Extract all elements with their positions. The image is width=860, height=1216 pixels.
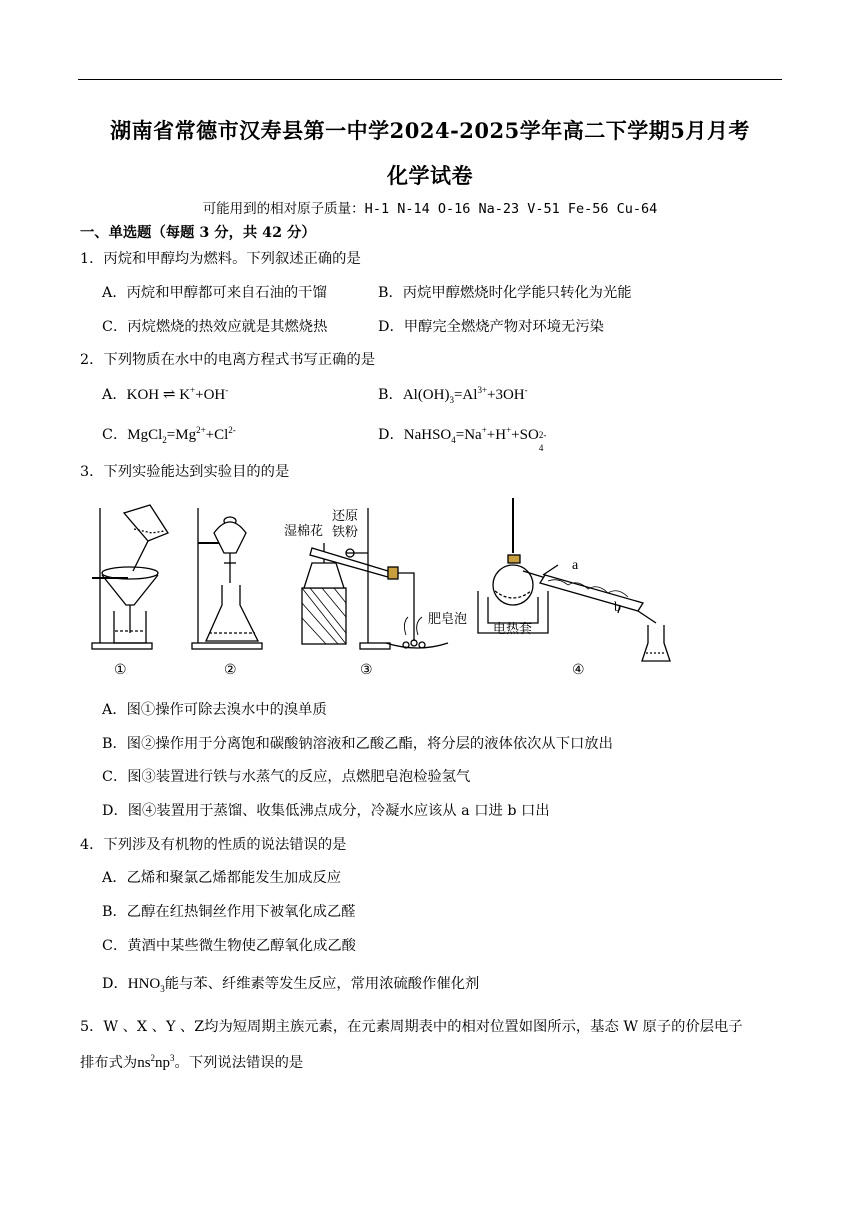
apparatus-1-filtration bbox=[92, 505, 168, 649]
q1-stem: 1．丙烷和甲醇均为燃料。下列叙述正确的是 bbox=[80, 251, 361, 267]
label-a: a bbox=[572, 558, 579, 573]
header-rule bbox=[78, 79, 782, 80]
q3-stem: 3．下列实验能达到实验目的的是 bbox=[80, 464, 290, 480]
apparatus-2-separatory-funnel bbox=[192, 508, 262, 649]
apparatus-3-iron-steam bbox=[302, 508, 448, 649]
q2-stem: 2．下列物质在水中的电离方程式书写正确的是 bbox=[80, 352, 376, 368]
label-heating-mantle: 电热套 bbox=[493, 622, 533, 637]
label-reduced-iron-2: 铁粉 bbox=[332, 525, 359, 540]
q1-option-c: C．丙烷燃烧的热效应就是其燃烧热 bbox=[102, 319, 328, 335]
page-title: 湖南省常德市汉寿县第一中学2024-2025学年高二下学期5月月考 bbox=[110, 118, 750, 143]
q2-option-d: D．NaHSO$_4$=Na++H++SO 2- 4 bbox=[378, 425, 547, 453]
q3-option-d: D．图④装置用于蒸馏、收集低沸点成分，冷凝水应该从 a 口进 b 口出 bbox=[102, 803, 550, 819]
figure-label-4: ④ bbox=[572, 663, 585, 678]
figure-label-3: ③ bbox=[360, 663, 373, 678]
q2-option-c: C．$MgCl_2=Mg^{2+}+Cl^{2-}$ bbox=[102, 425, 236, 445]
q3-option-a: A．图①操作可除去溴水中的溴单质 bbox=[102, 702, 327, 718]
section-heading: 一、单选题（每题 3 分，共 42 分） bbox=[80, 225, 316, 241]
label-reduced-iron-1: 还原 bbox=[332, 509, 359, 524]
q2-option-b: B．$Al(OH)_3=Al^{3+}+3OH^-$ bbox=[378, 385, 528, 405]
q3-apparatus-figure bbox=[88, 493, 688, 683]
q1-option-b: B．丙烷甲醇燃烧时化学能只转化为光能 bbox=[378, 285, 632, 301]
q1-option-a: A．丙烷和甲醇都可来自石油的干馏 bbox=[102, 285, 327, 301]
page-subtitle: 化学试卷 bbox=[387, 163, 473, 188]
q1-option-d: D．甲醇完全燃烧产物对环境无污染 bbox=[378, 319, 604, 335]
q5-line-1: 5．W 、X 、Y 、Z均为短周期主族元素，在元素周期表中的相对位置如图所示，基态 W 原子的价层电子 bbox=[80, 1019, 743, 1035]
q4-option-c: C．黄酒中某些微生物使乙醇氧化成乙酸 bbox=[102, 938, 356, 954]
figure-label-1: ① bbox=[114, 663, 127, 678]
q4-option-b: B．乙醇在红热铜丝作用下被氧化成乙醛 bbox=[102, 904, 356, 920]
q5-line-2: 排布式为$ns^2np^3$。下列说法错误的是 bbox=[80, 1053, 304, 1071]
q4-option-d: D．$HNO_3$能与苯、纤维素等发生反应，常用浓硫酸作催化剂 bbox=[102, 976, 480, 994]
q4-option-a: A．乙烯和聚氯乙烯都能发生加成反应 bbox=[102, 870, 342, 886]
q3-option-c: C．图③装置进行铁与水蒸气的反应，点燃肥皂泡检验氢气 bbox=[102, 769, 471, 785]
atomic-masses: 可能用到的相对原子质量：H-1 N-14 O-16 Na-23 V-51 Fe-56 Cu-64 bbox=[202, 201, 658, 217]
label-soap-bubbles: 肥皂泡 bbox=[428, 612, 468, 627]
label-b: b bbox=[614, 600, 621, 615]
q4-stem: 4．下列涉及有机物的性质的说法错误的是 bbox=[80, 837, 347, 853]
q2-option-a: A．KOH ⇌ K++OH- bbox=[102, 385, 229, 403]
q3-option-b: B．图②操作用于分离饱和碳酸钠溶液和乙酸乙酯，将分层的液体依次从下口放出 bbox=[102, 736, 613, 752]
figure-label-2: ② bbox=[224, 663, 237, 678]
label-wet-cotton: 湿棉花 bbox=[284, 524, 324, 539]
